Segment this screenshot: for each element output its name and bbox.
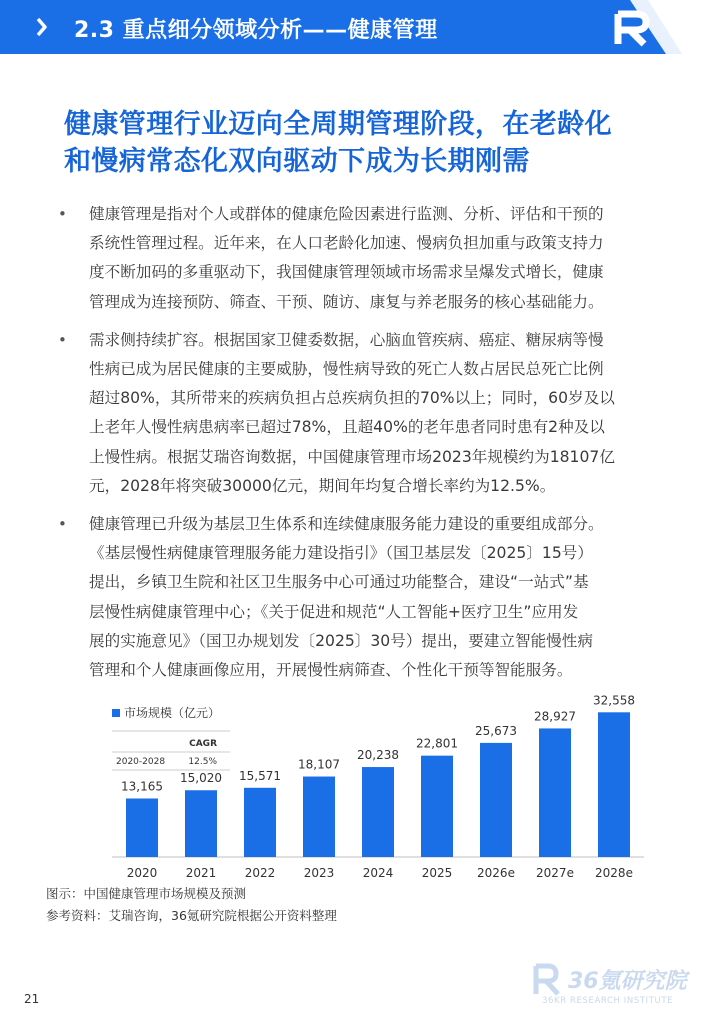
value-label: 18,107 (298, 757, 340, 772)
bullet-line: 《基层慢性病健康管理服务能力建设指引》（国卫基层发〔2025〕15号） (89, 544, 593, 563)
cagr-table (112, 731, 230, 770)
watermark-title: 36氪研究院 (568, 969, 687, 994)
x-tick-label: 2022 (244, 866, 276, 880)
x-tick-label: 2025 (421, 866, 453, 880)
bullet-line: 度不断加码的多重驱动下，我国健康管理领域市场需求呈爆发式增长，健康 (89, 263, 604, 282)
x-tick-label: 2023 (303, 866, 335, 880)
bullet-item (58, 200, 668, 317)
value-label: 32,558 (593, 693, 635, 708)
bullet-dot: • (58, 205, 67, 223)
x-tick-label: 2021 (185, 866, 217, 880)
bar-2025 (421, 756, 453, 857)
legend-label: 市场规模（亿元） (124, 706, 221, 720)
bar-2024 (362, 767, 394, 857)
cagr-period: 2020-2028 (116, 757, 166, 767)
value-label: 20,238 (357, 748, 399, 763)
value-label: 15,571 (239, 768, 281, 783)
value-label: 28,927 (534, 709, 576, 724)
value-label: 25,673 (475, 723, 517, 738)
x-tick-label: 2028e (595, 866, 633, 880)
bar-2023 (303, 777, 335, 857)
headline-line: 健康管理行业迈向全周期管理阶段，在老龄化 (64, 109, 612, 140)
bullet-line: 健康管理已升级为基层卫生体系和连续健康服务能力建设的重要组成部分。 (89, 515, 604, 534)
bar-2021 (185, 790, 217, 857)
bullet-line: 提出，乡镇卫生院和社区卫生服务中心可通过功能整合，建设“一站式”基 (89, 573, 589, 592)
source-caption: 参考资料：艾瑞咨询，36氪研究院根据公开资料整理 (46, 908, 337, 923)
bullet-line: 系统性管理过程。近年来，在人口老龄化加速、慢病负担加重与政策支持力 (89, 234, 604, 253)
page-number: 21 (24, 992, 40, 1006)
bullet-line: 上老年人慢性病患病率已超过78%，且超40%的老年患者同时患有2种及以 (89, 418, 605, 437)
watermark-logo-icon (528, 956, 708, 1006)
cagr-value: 12.5% (188, 757, 217, 767)
bullet-line: 健康管理是指对个人或群体的健康危险因素进行监测、分析、评估和干预的 (89, 205, 604, 223)
bullet-line: 管理和个人健康画像应用，开展慢性病筛查、个性化干预等智能服务。 (89, 661, 573, 680)
brand-logo-icon (596, 0, 720, 54)
bullet-line: 上慢性病。根据艾瑞咨询数据，中国健康管理市场2023年规模约为18107亿 (89, 447, 615, 466)
bar-2027e (539, 728, 571, 857)
bar-2026e (480, 743, 512, 857)
bars-layer (121, 693, 635, 880)
chevron-right-icon (36, 16, 52, 38)
figure-caption: 图示：中国健康管理市场规模及预测 (46, 886, 247, 901)
cagr-header: CAGR (189, 739, 217, 749)
headline-line: 和慢病常态化双向驱动下成为长期刚需 (64, 146, 530, 177)
bullet-line: 超过80%，其所带来的疾病负担占总疾病负担的70%以上；同时，60岁及以 (89, 389, 615, 408)
header-bar (0, 0, 720, 54)
bullet-line: 展的实施意见》（国卫办规划发〔2025〕30号）提出，要建立智能慢性病 (89, 631, 593, 650)
section-title: 2.3 重点细分领域分析——健康管理 (74, 18, 438, 43)
bullet-line: 管理成为连接预防、筛查、干预、随访、康复与养老服务的核心基础能力。 (89, 292, 604, 311)
bullet-dot: • (58, 330, 67, 349)
bar-2028e (598, 712, 630, 857)
bar-2020 (126, 798, 158, 857)
legend-swatch (112, 709, 120, 717)
headline (64, 106, 664, 180)
x-tick-label: 2026e (477, 866, 515, 880)
value-label: 13,165 (121, 779, 163, 794)
bullet-line: 元，2028年将突破30000亿元，期间年均复合增长率约为12.5%。 (89, 476, 556, 495)
bullet-item (58, 326, 668, 501)
x-tick-label: 2024 (362, 866, 394, 880)
watermark-subtitle: 36KR RESEARCH INSTITUTE (542, 996, 674, 1006)
value-label: 22,801 (416, 736, 458, 751)
bullet-line: 层慢性病健康管理中心；《关于促进和规范“人工智能+医疗卫生”应用发 (89, 602, 579, 621)
value-label: 15,020 (180, 771, 222, 786)
bullet-item (58, 510, 668, 685)
bar-2022 (244, 788, 276, 857)
bullet-list (58, 200, 668, 694)
bullet-line: 需求侧持续扩容。根据国家卫健委数据，心脑血管疾病、癌症、糖尿病等慢 (89, 330, 604, 349)
x-tick-label: 2027e (536, 866, 574, 880)
x-tick-label: 2020 (126, 866, 158, 880)
bullet-line: 性病已成为居民健康的主要威胁，慢性病导致的死亡人数占居民总死亡比例 (89, 360, 604, 379)
bullet-dot: • (58, 515, 67, 534)
